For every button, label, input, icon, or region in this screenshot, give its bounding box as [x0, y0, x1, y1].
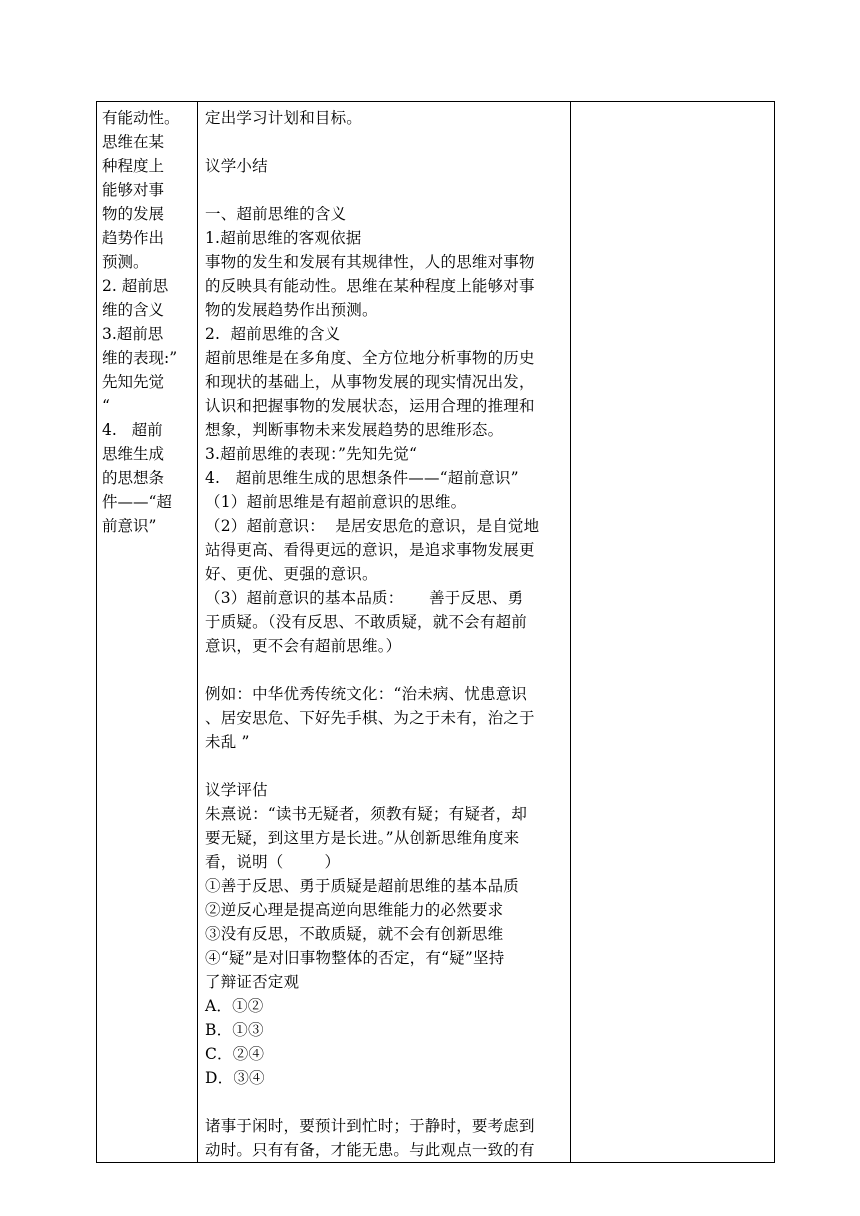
text-line: 有能动性。 — [102, 109, 180, 127]
text-line: “ — [102, 397, 110, 415]
text-line: 了辩证否定观 — [205, 973, 300, 991]
text-line: 诸事于闲时，要预计到忙时；于静时，要考虑到 — [205, 1117, 535, 1135]
text-line: 议学评估 — [205, 781, 268, 799]
text-line: 维的表现:” — [102, 349, 178, 367]
text-line: ②逆反心理是提高逆向思维能力的必然要求 — [205, 901, 504, 919]
text-line: 2. 超前思 — [102, 277, 169, 295]
text-line: D．③④ — [205, 1069, 265, 1087]
text-line: 要无疑，到这里方是长进。”从创新思维角度来 — [205, 829, 520, 847]
text-line: 4. 超前思维生成的思想条件——“超前意识” — [205, 469, 519, 487]
text-line: 看，说明（ ） — [205, 853, 341, 871]
text-line: （2）超前意识： 是居安思危的意识，是自觉地 — [205, 517, 540, 535]
text-line: 趋势作出 — [102, 229, 165, 247]
text-line: 维的含义 — [102, 301, 165, 319]
text-line: 、居安思危、下好先手棋、为之于未有，治之于 — [205, 709, 535, 727]
text-line: ③没有反思，不敢质疑，就不会有创新思维 — [205, 925, 504, 943]
text-line: 的反映具有能动性。思维在某种程度上能够对事 — [205, 277, 535, 295]
text-line: B．①③ — [205, 1021, 264, 1039]
text-line: 意识，更不会有超前思维。） — [205, 637, 402, 655]
text-line — [205, 754, 567, 778]
text-line: 2. 超前思维的含义 — [205, 325, 341, 343]
text-line: C．②④ — [205, 1045, 265, 1063]
notes-column — [571, 102, 775, 1163]
text-line: 物的发展趋势作出预测。 — [205, 301, 378, 319]
text-line: 物的发展 — [102, 205, 165, 223]
text-line: 4. 超前 — [102, 421, 163, 439]
text-line: 预测。 — [102, 253, 149, 271]
text-line: 3.超前思 — [102, 325, 164, 343]
text-line — [205, 130, 567, 154]
text-line: （1）超前思维是有超前意识的思维。 — [205, 493, 467, 511]
table-row — [97, 102, 775, 1163]
text-line: 未乱 ” — [205, 733, 250, 751]
text-line: A．①② — [205, 997, 264, 1015]
text-line: 定出学习计划和目标。 — [205, 109, 363, 127]
text-line: 和现状的基础上，从事物发展的现实情况出发， — [205, 373, 535, 391]
text-line: 站得更高、看得更远的意识，是追求事物发展更 — [205, 541, 535, 559]
text-line: 前意识” — [102, 517, 157, 535]
text-line: 思维生成 — [102, 445, 165, 463]
text-line: 动时。只有有备，才能无患。与此观点一致的有 — [205, 1141, 535, 1159]
text-line: 能够对事 — [102, 181, 165, 199]
text-line: 思维在某 — [102, 133, 165, 151]
text-line: 认识和把握事物的发展状态，运用合理的推理和 — [205, 397, 535, 415]
text-line: 1.超前思维的客观依据 — [205, 229, 362, 247]
text-line: 件——“超 — [102, 493, 172, 511]
text-line: 好、更优、更强的意识。 — [205, 565, 378, 583]
text-line: ④“疑”是对旧事物整体的否定，有“疑”坚持 — [205, 949, 505, 967]
text-line — [205, 178, 567, 202]
text-line: 先知先觉 — [102, 373, 165, 391]
text-line: 于质疑。（没有反思、不敢质疑，就不会有超前 — [205, 613, 527, 631]
content-text — [198, 102, 570, 1162]
text-line: 种程度上 — [102, 157, 165, 175]
text-line — [205, 1090, 567, 1114]
text-line: 的思想条 — [102, 469, 165, 487]
text-line: 想象，判断事物未来发展趋势的思维形态。 — [205, 421, 504, 439]
text-line: 3.超前思维的表现：”先知先觉“ — [205, 445, 418, 463]
text-line: 议学小结 — [205, 157, 268, 175]
text-line: 例如：中华优秀传统文化：“治未病、忧患意识 — [205, 685, 528, 703]
text-line: ①善于反思、勇于质疑是超前思维的基本品质 — [205, 877, 520, 895]
text-line — [205, 658, 567, 682]
text-line: 事物的发生和发展有其规律性，人的思维对事物 — [205, 253, 535, 271]
text-line: 超前思维是在多角度、全方位地分析事物的历史 — [205, 349, 535, 367]
lesson-table — [96, 101, 775, 1163]
text-line: 一、超前思维的含义 — [205, 205, 347, 223]
text-line: 朱熹说：“读书无疑者，须教有疑；有疑者，却 — [205, 805, 528, 823]
summary-column — [97, 102, 198, 1163]
text-line: （3）超前意识的基本品质： 善于反思、勇 — [205, 589, 524, 607]
content-column — [198, 102, 571, 1163]
summary-text — [97, 102, 197, 538]
